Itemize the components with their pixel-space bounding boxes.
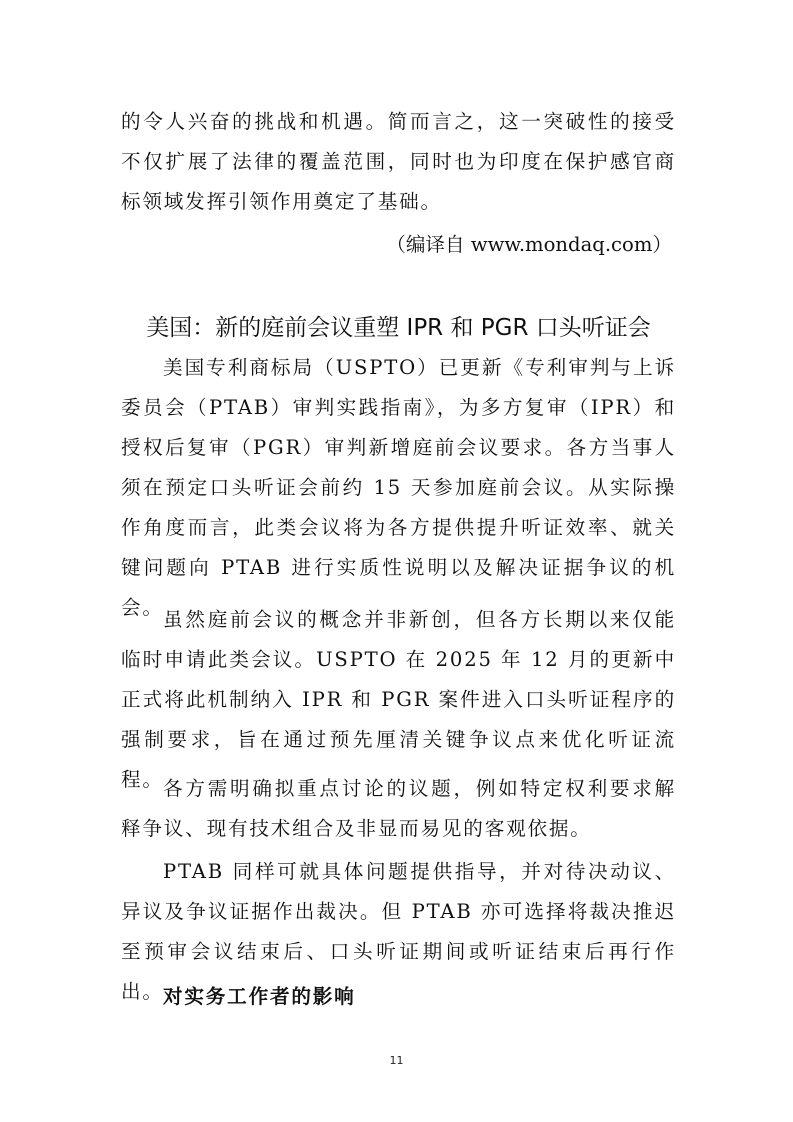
body-paragraph-3: 各方需明确拟重点讨论的议题，例如特定权利要求解释争议、现有技术组合及非显而易见的客观依据。 bbox=[121, 777, 676, 840]
body-paragraph-1: 美国专利商标局（USPTO）已更新《专利审判与上诉委员会（PTAB）审判实践指南》，为多方复审（IPR）和授权后复审（PGR）审判新增庭前会议要求。各方当事人须在预定口头听证会前约 15 天参加庭前会议。从实际操作角度而言，此类会议将为各方提供提升听证效率、就关键问题向 PTAB 进行实质性说明以及解决证据争议的机会。 bbox=[121, 356, 676, 619]
source-note: （编译自 www.mondaq.com） bbox=[386, 233, 672, 256]
page-number: 11 bbox=[389, 1054, 404, 1067]
subheading: 对实务工作者的影响 bbox=[163, 985, 356, 1008]
intro-paragraph: 的令人兴奋的挑战和机遇。简而言之，这一突破性的接受不仅扩展了法律的覆盖范围，同时也为印度在保护感官商标领域发挥引领作用奠定了基础。 bbox=[121, 110, 676, 213]
body-paragraph-2: 虽然庭前会议的概念并非新创，但各方长期以来仅能临时申请此类会议。USPTO 在 2025 年 12 月的更新中正式将此机制纳入 IPR 和 PGR 案件进入口头听证程序的强制要求，旨在通过预先厘清关键争议点来优化听证流程。 bbox=[121, 608, 676, 791]
section-heading: 美国：新的庭前会议重塑 IPR 和 PGR 口头听证会 bbox=[146, 315, 651, 341]
body-paragraph-4: PTAB 同样可就具体问题提供指导，并对待决动议、异议及争议证据作出裁决。但 PTAB 亦可选择将裁决推迟至预审会议结束后、口头听证期间或听证结束后再行作出。 bbox=[121, 860, 676, 1003]
